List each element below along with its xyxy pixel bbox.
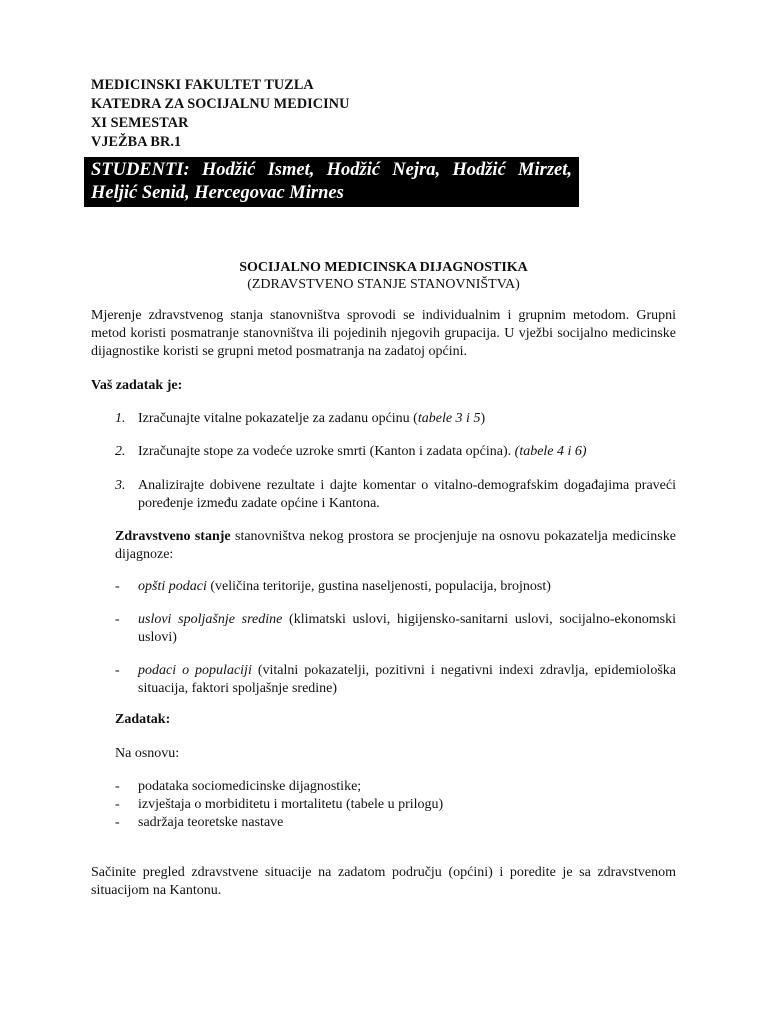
task-number-1: 1. <box>115 411 126 426</box>
task-item-3: Analizirajte dobivene rezultate i dajte komentar o vitalno-demografskim događajima praveći poređenje između zadate općine i Kantona. <box>138 478 676 511</box>
task-text-1: Izračunajte vitalne pokazatelje za zadanu općinu ( <box>138 411 418 426</box>
task-tail-1: ) <box>480 411 486 426</box>
task-number-2: 2. <box>115 444 126 459</box>
indicator-term-2: uslovi spoljašnje sredine <box>138 612 283 627</box>
header-exercise: VJEŽBA BR.1 <box>91 134 182 150</box>
indicator-dash-2: - <box>115 612 120 627</box>
intro-paragraph: Mjerenje zdravstvenog stanja stanovništva sprovodi se individualnim i grupnim metodom. Grupni metod koristi posmatranje stanovništva ili pojedinih njegovih grupacija. U vježbi socijalno medicinske dijagnostike koristi se grupni metod posmatranja na zadatoj općini. <box>91 308 676 359</box>
task-ref-2: (tabele 4 i 6) <box>514 444 587 459</box>
conclusion-paragraph: Sačinite pregled zdravstvene situacije na zadatom području (općini) i poredite je sa zdravstvenom situacijom na Kantonu. <box>91 865 676 898</box>
indicator-item-3 <box>138 662 676 698</box>
indicator-dash-3: - <box>115 663 120 678</box>
task-text-2: Izračunajte stope za vodeće uzroke smrti (Kanton i zadata općina). <box>138 444 515 459</box>
document-header <box>91 76 349 152</box>
zadatak-item-3: sadržaja teoretske nastave <box>138 815 284 830</box>
header-faculty: MEDICINSKI FAKULTET TUZLA <box>91 77 314 93</box>
indicator-item-1 <box>138 578 676 596</box>
indicator-desc-2: (klimatski uslovi, higijensko-sanitarni uslovi, socijalno-ekonomski uslovi) <box>138 612 676 645</box>
indicator-term-3: podaci o populaciji <box>138 663 252 678</box>
title-sub: (ZDRAVSTVENO STANJE STANOVNIŠTVA) <box>247 277 520 292</box>
health-term: Zdravstveno stanje <box>115 529 231 544</box>
task-heading: Vaš zadatak je: <box>91 378 183 393</box>
zadatak-intro: Na osnovu: <box>115 746 180 761</box>
students-banner: STUDENTI: Hodžić Ismet, Hodžić Nejra, Hodžić Mirzet, Heljić Senid, Hercegovac Mirnes <box>84 157 579 207</box>
indicator-dash-1: - <box>115 579 120 594</box>
health-rest: stanovništva nekog prostora se procjenjuje na osnovu pokazatelja medicinske dijagnoze: <box>115 529 676 562</box>
zadatak-dash-3: - <box>115 815 120 830</box>
task-item-1 <box>138 410 676 428</box>
zadatak-dash-1: - <box>115 779 120 794</box>
indicator-desc-3: (vitalni pokazatelji, pozitivni i negativni indexi zdravlja, epidemiološka situacija, faktori spoljašnje sredine) <box>138 663 676 696</box>
health-paragraph <box>115 528 676 564</box>
indicator-desc-1: (veličina teritorije, gustina naseljenosti, populacija, brojnost) <box>206 579 551 594</box>
document-title <box>91 259 676 293</box>
task-number-3: 3. <box>115 478 126 493</box>
zadatak-dash-2: - <box>115 797 120 812</box>
task-item-2 <box>138 443 676 461</box>
task-ref-1: tabele 3 i 5 <box>417 411 481 426</box>
header-department: KATEDRA ZA SOCIJALNU MEDICINU <box>91 96 350 112</box>
indicator-item-2 <box>138 611 676 647</box>
zadatak-item-2: izvještaja o morbiditetu i mortalitetu (tabele u prilogu) <box>138 797 444 812</box>
zadatak-item-1: podataka sociomedicinske dijagnostike; <box>138 779 362 794</box>
title-main: SOCIJALNO MEDICINSKA DIJAGNOSTIKA <box>239 260 528 275</box>
zadatak-heading: Zadatak: <box>115 712 171 727</box>
indicator-term-1: opšti podaci <box>138 579 207 594</box>
header-semester: XI SEMESTAR <box>91 115 189 131</box>
